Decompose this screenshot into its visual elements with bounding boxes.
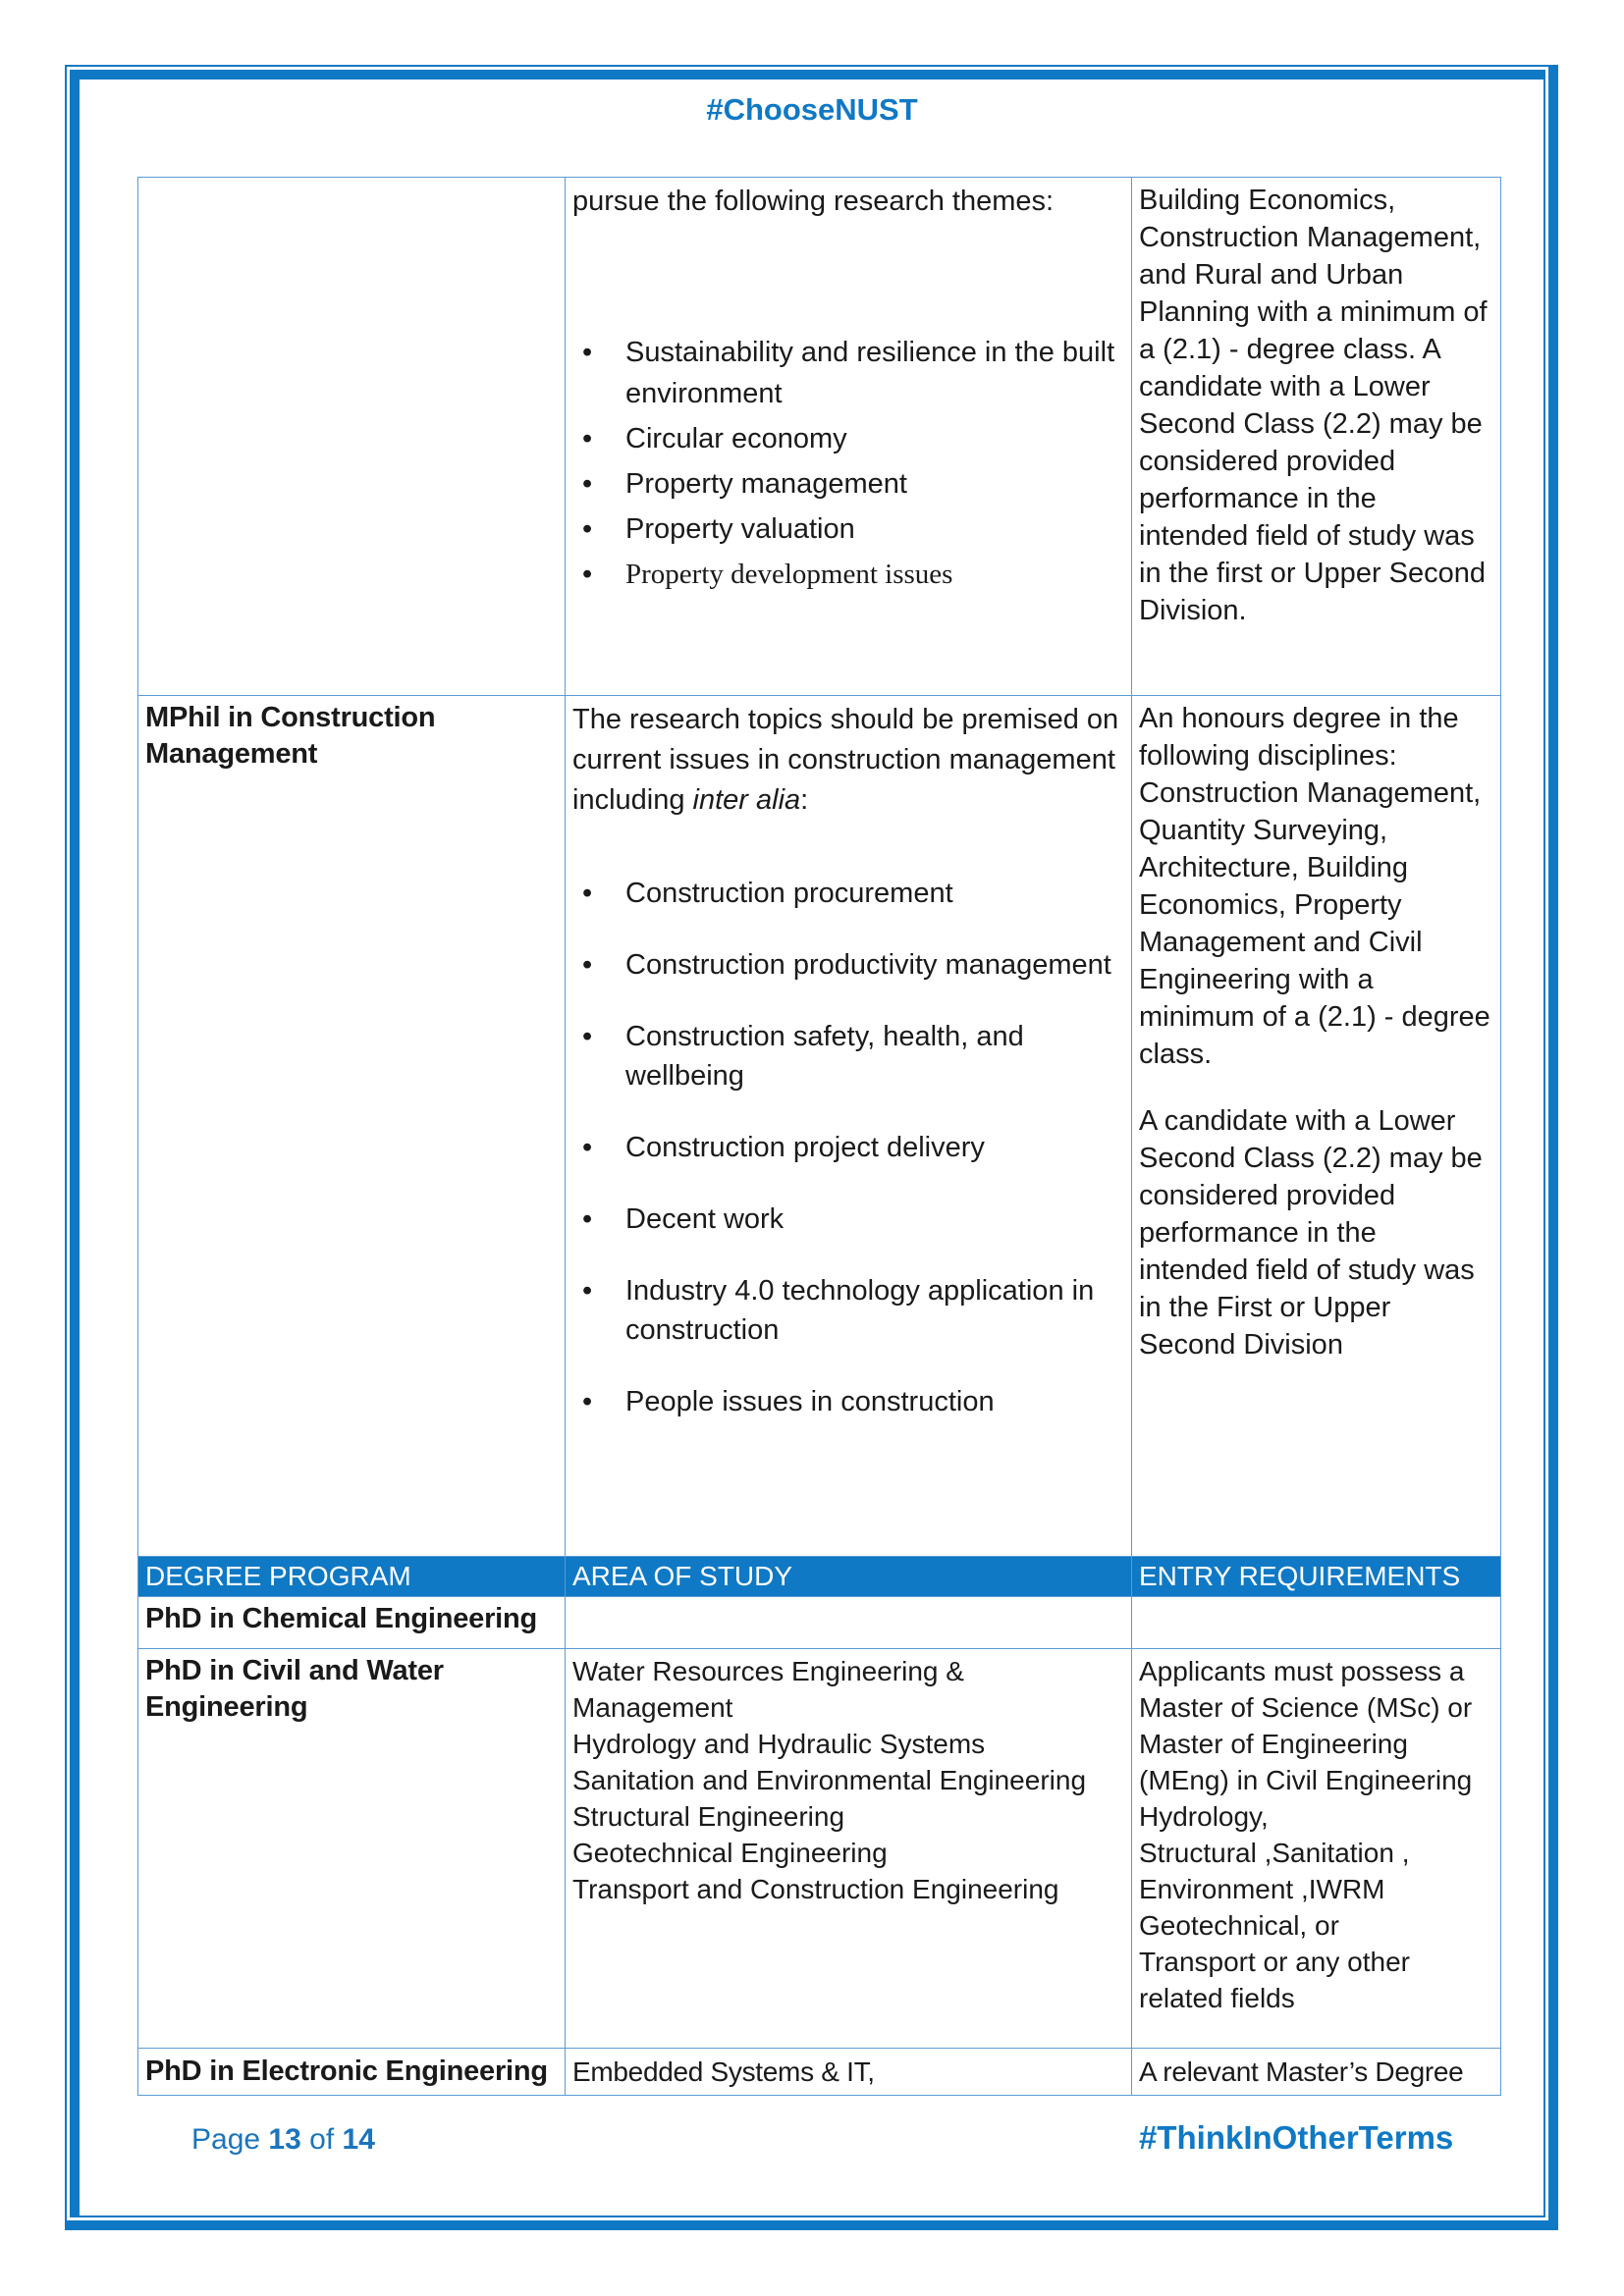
bullet-icon: •: [582, 878, 593, 909]
table-row-continuation: [138, 178, 1501, 696]
bullet-text: Decent work: [625, 1203, 785, 1235]
table-row-phd-electronic: [138, 2049, 1501, 2096]
bullet-text: People issues in construction: [625, 1386, 995, 1417]
bullet-text: Circular economy: [625, 423, 847, 454]
bullet-text: Construction productivity management: [625, 949, 1111, 981]
bullet-icon: •: [582, 468, 593, 500]
table-header-row: [138, 1557, 1501, 1597]
area-intro-colon: :: [800, 784, 809, 816]
area-bullet-list: [572, 874, 1123, 1421]
of-word: of: [309, 2123, 335, 2156]
program-cell: PhD in Civil and Water Engineering: [138, 1649, 566, 2049]
area-intro: [572, 700, 1123, 821]
bullet-item: [572, 463, 1123, 505]
area-intro: pursue the following research themes:: [572, 186, 1055, 217]
bullet-item: [572, 1017, 1123, 1095]
bullet-icon: •: [582, 337, 593, 368]
page-number: 13: [268, 2123, 301, 2156]
page-word: Page: [191, 2123, 261, 2156]
bullet-icon: •: [582, 1203, 593, 1235]
bullet-item: [572, 1128, 1123, 1167]
area-cell: [566, 1649, 1132, 2049]
area-line: Sanitation and Environmental Engineering: [572, 1765, 1087, 1795]
area-cell-empty: [566, 1597, 1132, 1649]
area-line: Hydrology and Hydraulic Systems: [572, 1729, 986, 1759]
bullet-icon: •: [582, 949, 593, 981]
requirements-cell-empty: [1132, 1597, 1501, 1649]
requirements-paragraph: An honours degree in the following disciplines: Construction Management, Quantity Surveying, Architecture, Building Economics, Property Management and Civil Engineering with a minimum of a (2.1) - degree class.: [1139, 703, 1490, 1070]
bullet-text: Construction project delivery: [625, 1132, 985, 1163]
bullet-item: [572, 554, 1123, 595]
bullet-item: [572, 418, 1123, 459]
bullet-text: Property valuation: [625, 513, 855, 545]
requirements-cell: [1132, 696, 1501, 1557]
bullet-item: [572, 332, 1123, 414]
bullet-text: Property management: [625, 468, 907, 500]
column-header-degree-program: DEGREE PROGRAM: [138, 1557, 566, 1597]
area-intro-italic: inter alia: [692, 784, 801, 816]
column-header-area-of-study: AREA OF STUDY: [566, 1557, 1132, 1597]
requirements-line: Environment ,IWRM: [1139, 1874, 1385, 1904]
bullet-icon: •: [582, 423, 593, 454]
requirements-line: Geotechnical, or: [1139, 1910, 1339, 1941]
bullet-item: [572, 945, 1123, 985]
area-line: Transport and Construction Engineering: [572, 1874, 1059, 1904]
area-cell: [566, 696, 1132, 1557]
bullet-text: Property development issues: [625, 559, 953, 590]
table-row-phd-chemical: [138, 1597, 1501, 1649]
total-pages: 14: [342, 2123, 375, 2156]
column-header-entry-requirements: ENTRY REQUIREMENTS: [1132, 1557, 1501, 1597]
bullet-icon: •: [582, 513, 593, 545]
bullet-item: [572, 874, 1123, 913]
bullet-item: [572, 1200, 1123, 1239]
bullet-item: [572, 508, 1123, 550]
bullet-text: Construction safety, health, and wellbeing: [625, 1021, 1024, 1092]
area-cell: Embedded Systems & IT,: [566, 2049, 1132, 2096]
programs-table: [137, 177, 1501, 2096]
bullet-icon: •: [582, 1275, 593, 1307]
bullet-text: Sustainability and resilience in the built environment: [625, 337, 1115, 409]
area-cell: [566, 178, 1132, 696]
area-intro-text: The research topics should be premised on current issues in construction management including: [572, 704, 1119, 816]
requirements-line: Transport or any other related fields: [1139, 1947, 1410, 2013]
bullet-text: Industry 4.0 technology application in construction: [625, 1275, 1095, 1346]
requirements-line-list: [1139, 1653, 1492, 2016]
table-row-phd-civil-water: [138, 1649, 1501, 2049]
table-row-mphil-construction: [138, 696, 1501, 1557]
requirements-cell: [1132, 178, 1501, 696]
footer-hashtag: #ThinkInOtherTerms: [1139, 2119, 1454, 2156]
page-title: #ChooseNUST: [706, 92, 918, 127]
program-cell: PhD in Electronic Engineering: [138, 2049, 566, 2096]
program-cell-empty: [138, 178, 566, 696]
bullet-icon: •: [582, 1386, 593, 1417]
program-cell: MPhil in Construction Management: [138, 696, 566, 1557]
area-bullet-list: [572, 332, 1123, 595]
area-line: Water Resources Engineering & Management: [572, 1656, 964, 1723]
requirements-line: Structural ,Sanitation ,: [1139, 1838, 1410, 1868]
requirements-paragraph: A candidate with a Lower Second Class (2.2) may be considered provided performance in the intended field of study was in the First or Upper Second Division: [1139, 1105, 1483, 1361]
bullet-text: Construction procurement: [625, 878, 953, 909]
requirements-text: Building Economics, Construction Management, and Rural and Urban Planning with a minimum of a (2.1) - degree class. A candidate with a Lower Second Class (2.2) may be considered provided performance in the intended field of study was in the first or Upper Second Division.: [1139, 185, 1488, 626]
requirements-line: Applicants must possess a Master of Science (MSc) or Master of Engineering (MEng) in Civil Engineering Hydrology,: [1139, 1656, 1473, 1832]
bullet-icon: •: [582, 559, 593, 590]
area-line: Geotechnical Engineering: [572, 1838, 888, 1868]
requirements-cell: A relevant Master’s Degree: [1132, 2049, 1501, 2096]
bullet-item: [572, 1382, 1123, 1421]
bullet-icon: •: [582, 1132, 593, 1163]
bullet-icon: •: [582, 1021, 593, 1052]
area-line: Structural Engineering: [572, 1801, 845, 1832]
page-number-label: [191, 2123, 375, 2157]
requirements-cell: [1132, 1649, 1501, 2049]
bullet-item: [572, 1271, 1123, 1350]
program-cell: PhD in Chemical Engineering: [138, 1597, 566, 1649]
area-line-list: [572, 1653, 1123, 1907]
